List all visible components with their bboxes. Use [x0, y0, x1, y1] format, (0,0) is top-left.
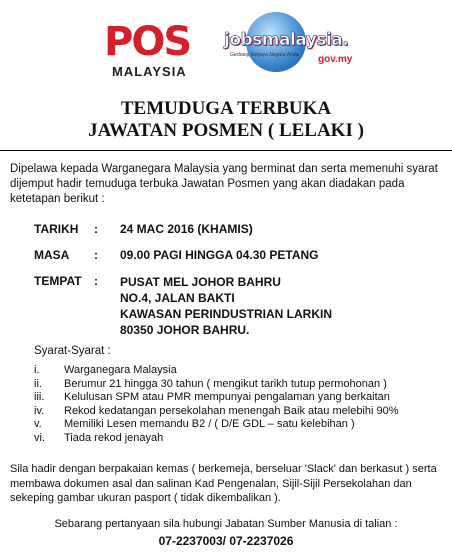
contact-phone-numbers: 07-2237003/ 07-2237026	[158, 534, 294, 548]
pos-logo-subtitle: MALAYSIA	[112, 64, 187, 79]
list-item-number: ii.	[34, 377, 42, 390]
list-item-text: Berumur 21 hingga 30 tahun ( mengikut tarikh tutup permohonan )	[64, 377, 387, 390]
detail-label: MASA	[34, 248, 70, 262]
intro-paragraph: Dipelawa kepada Warganegara Malaysia yang berminat dan serta memenuhi syarat dijemput hadir temuduga terbuka Jawatan Posmen yang akan diadakan pada ketetapan berikut :	[10, 163, 438, 205]
list-item-number: iii.	[34, 391, 45, 404]
contact-line: Sebarang pertanyaan sila hubungi Jabatan Sumber Manusia di talian :	[54, 518, 398, 530]
page-subtitle: JAWATAN POSMEN ( LELAKI )	[88, 120, 364, 141]
detail-label: TEMPAT	[34, 274, 82, 288]
requirements-heading: Syarat-Syarat :	[34, 345, 111, 357]
detail-separator: :	[94, 274, 98, 288]
list-item-number: v.	[34, 418, 42, 431]
address-line: KAWASAN PERINDUSTRIAN LARKIN	[120, 307, 333, 321]
address-block	[120, 274, 332, 338]
list-item-text: Kelulusan SPM atau PMR mempunyai pengalaman yang berkaitan	[64, 391, 390, 404]
jobsmalaysia-logo-word: jobsmalaysia.	[224, 30, 349, 50]
list-item-text: Rekod kedatangan persekolahan menengah Baik atau melebihi 90%	[64, 404, 399, 417]
detail-separator: :	[94, 248, 98, 262]
list-item-number: vi.	[34, 431, 45, 444]
address-line: 80350 JOHOR BAHRU.	[120, 323, 250, 337]
closing-paragraph: Sila hadir dengan berpakaian kemas ( berkemeja, berseluar 'Slack' dan berkasut ) serta membawa dokumen asal dan salinan Kad Pengenalan, Sijil-Sijil Persekolahan dan sekeping gambar ukuran pasport ( tidak dikembalikan ).	[10, 463, 437, 504]
jobsmalaysia-logo	[224, 12, 352, 84]
page-title: TEMUDUGA TERBUKA	[120, 98, 332, 119]
jobsmalaysia-domain: gov.my	[318, 54, 353, 65]
title-divider	[0, 150, 452, 151]
detail-separator: :	[94, 222, 98, 236]
detail-value: 09.00 PAGI HINGGA 04.30 PETANG	[120, 248, 319, 262]
list-item-text: Warganegara Malaysia	[64, 364, 177, 376]
detail-value: 24 MAC 2016 (KHAMIS)	[120, 222, 253, 236]
list-item-text: Tiada rekod jenayah	[64, 431, 164, 444]
address-line: NO.4, JALAN BAKTI	[120, 291, 235, 305]
pos-malaysia-logo	[104, 19, 214, 82]
list-item-number: iv.	[34, 404, 45, 417]
jobsmalaysia-tagline: Gerbang Kerjaya Negara Anda	[230, 52, 299, 58]
list-item-text: Memiliki Lesen memandu B2 / ( D/E GDL – satu kelebihan )	[64, 418, 355, 431]
detail-label: TARIKH	[34, 222, 79, 236]
address-line: PUSAT MEL JOHOR BAHRU	[120, 275, 281, 289]
list-item-number: i.	[34, 364, 40, 376]
pos-logo-word: POS	[104, 19, 191, 65]
logo-bar	[0, 8, 452, 84]
